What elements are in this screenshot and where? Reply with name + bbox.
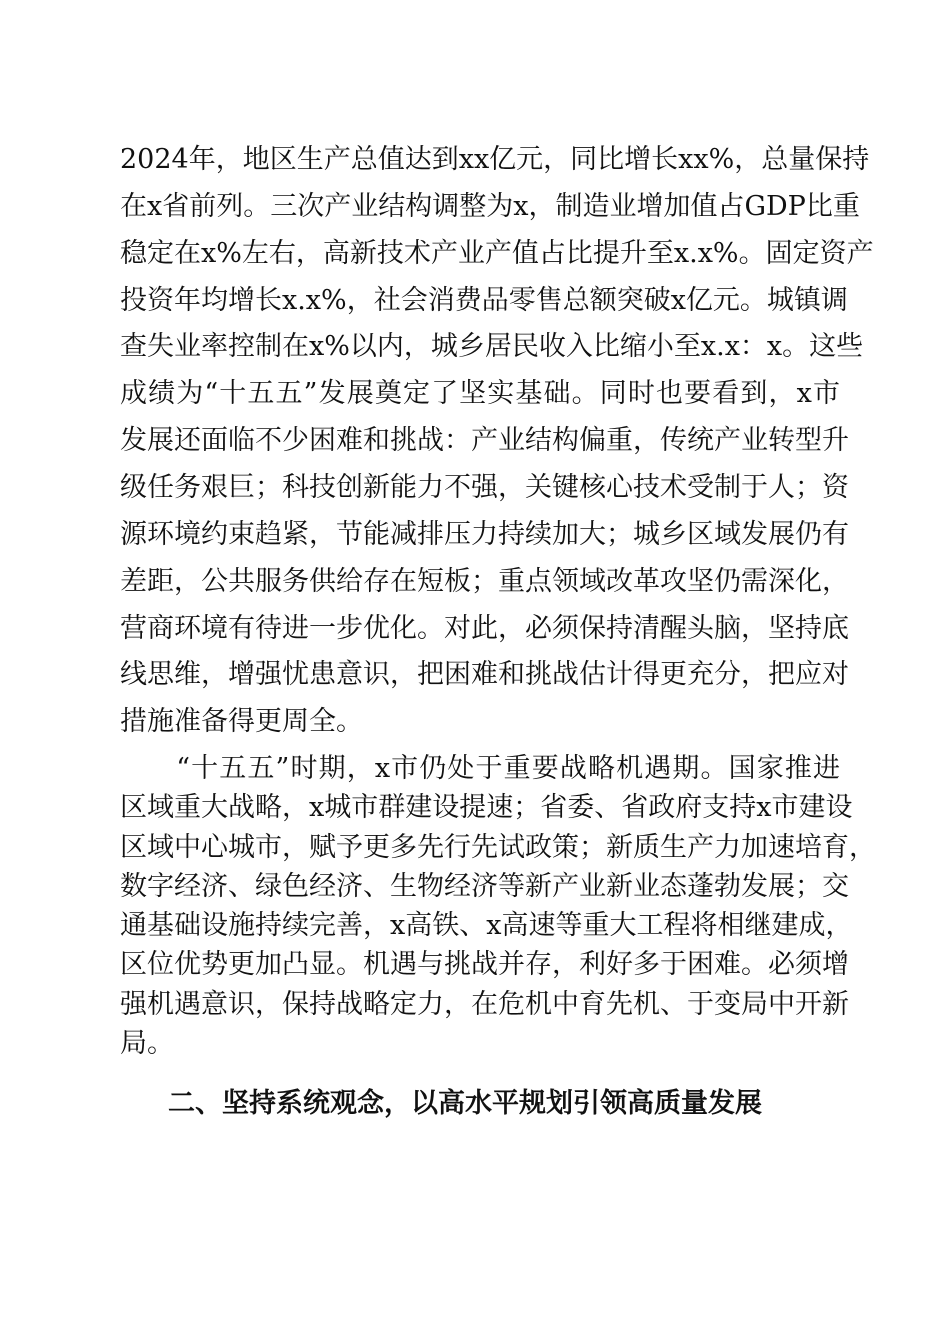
text-line: 区域重大战略，x城市群建设提速；省委、省政府支持x市建设 [120, 792, 853, 823]
text-line: 在x省前列。三次产业结构调整为x，制造业增加值占GDP比重 [120, 191, 860, 222]
text-line: 线思维，增强忧患意识，把困难和挑战估计得更充分，把应对 [120, 659, 849, 690]
text-line: 强机遇意识，保持战略定力，在危机中育先机、于变局中开新 [120, 989, 849, 1020]
text-line: “十五五”时期，x市仍处于重要战略机遇期。国家推进 [120, 753, 840, 784]
text-line: 营商环境有待进一步优化。对此，必须保持清醒头脑，坚持底 [120, 613, 849, 644]
text-line: 通基础设施持续完善，x高铁、x高速等重大工程将相继建成， [120, 910, 853, 941]
text-line: 差距，公共服务供给存在短板；重点领域改革攻坚仍需深化， [120, 566, 849, 597]
text-line: 查失业率控制在x%以内，城乡居民收入比缩小至x.x：x。这些 [120, 331, 864, 362]
text-line: 局。 [120, 1028, 174, 1059]
text-line: 措施准备得更周全。 [120, 706, 363, 737]
text-line: 2024年，地区生产总值达到xx亿元，同比增长xx%，总量保持 [120, 144, 870, 175]
text-line: 发展还面临不少困难和挑战：产业结构偏重，传统产业转型升 [120, 425, 849, 456]
text-line: 数字经济、绿色经济、生物经济等新产业新业态蓬勃发展；交 [120, 871, 849, 902]
text-line: 稳定在x%左右，高新技术产业产值占比提升至x.x%。固定资产 [120, 238, 874, 269]
text-line: 投资年均增长x.x%，社会消费品零售总额突破x亿元。城镇调 [120, 285, 848, 316]
text-line: 级任务艰巨；科技创新能力不强，关键核心技术受制于人；资 [120, 472, 849, 503]
section-heading: 二、坚持系统观念，以高水平规划引领高质量发展 [168, 1088, 762, 1119]
text-line: 区位优势更加凸显。机遇与挑战并存，利好多于困难。必须增 [120, 949, 849, 980]
text-line: 成绩为“十五五”发展奠定了坚实基础。同时也要看到，x市 [120, 378, 840, 409]
text-line: 区域中心城市，赋予更多先行先试政策；新质生产力加速培育， [120, 832, 876, 863]
text-line: 源环境约束趋紧，节能减排压力持续加大；城乡区域发展仍有 [120, 519, 849, 550]
